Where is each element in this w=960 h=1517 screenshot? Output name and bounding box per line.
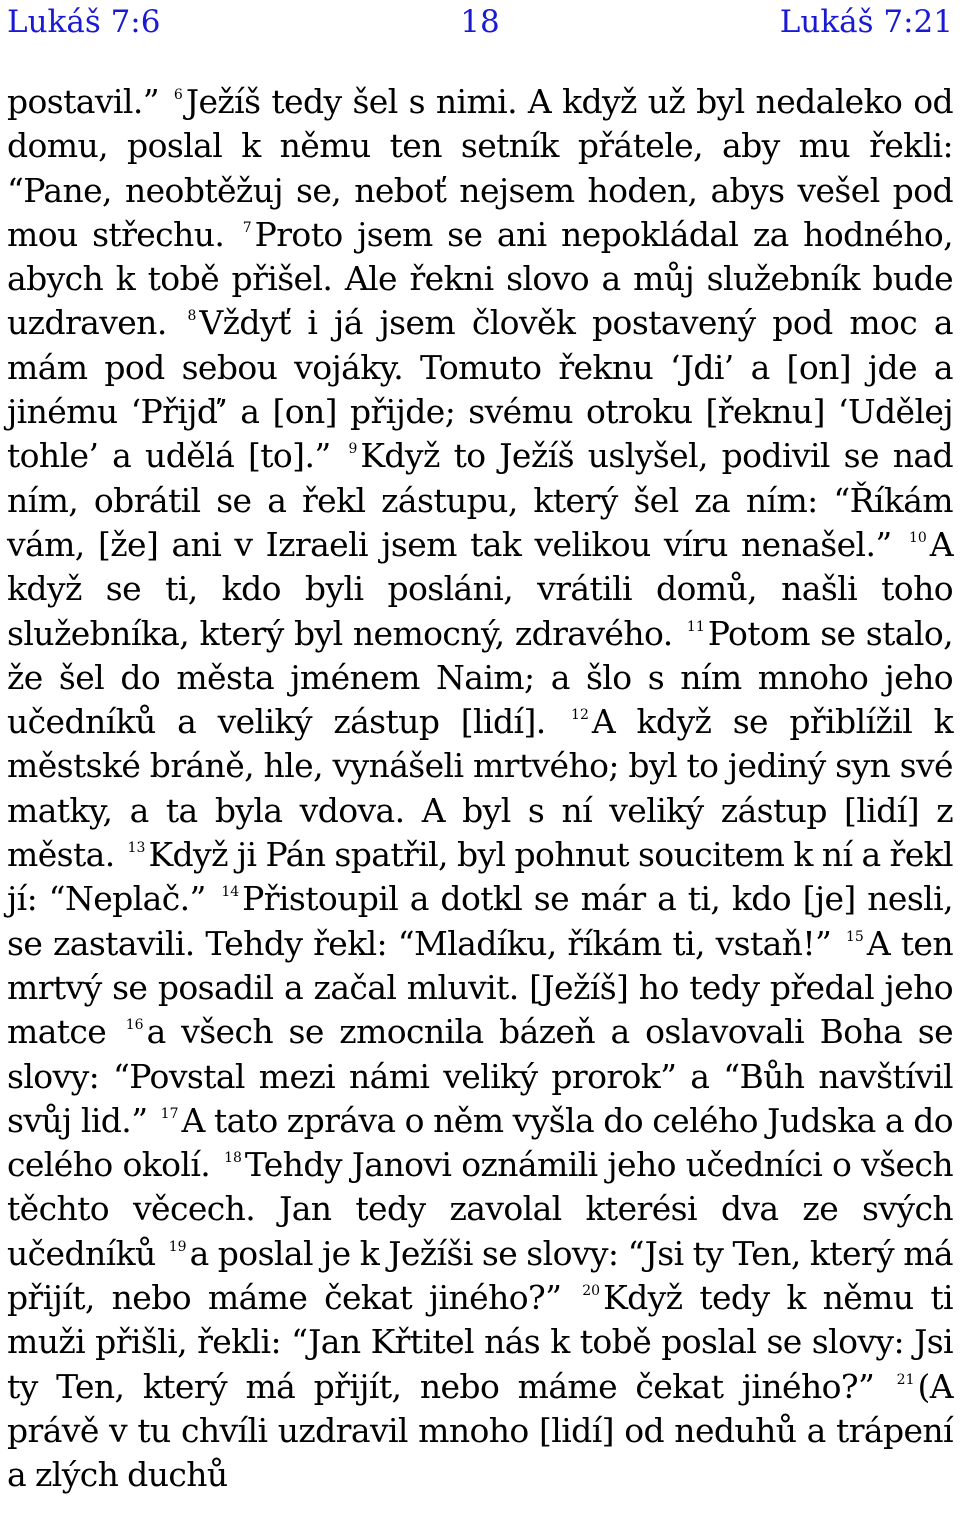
verse-text: A tato zpráva o něm vyšla do celého Judska a do celého okolí. — [7, 1100, 953, 1185]
verse-number: 17 — [160, 1105, 179, 1122]
verse-text: Proto jsem se ani nepokládal za hodného, abych k tobě přišel. Ale řekni slovo a můj služebník bude uzdraven. — [7, 214, 954, 343]
verse-text: a všech se zmocnila bázeň a oslavovali Boha se slovy: “Povstal mezi námi veliký prorok” a “Bůh navštívil svůj lid.” — [7, 1012, 953, 1140]
verse-number: 14 — [221, 884, 240, 901]
verse-text: Tehdy Janovi oznámili jeho učedníci o všech těchto věcech. Jan tedy zavolal kterési dva ze svých učedníků — [7, 1145, 953, 1273]
verse-text: Potom se stalo, že šel do města jménem Naim; a šlo s ním mnoho jeho učedníků a veliký zástup [lidí]. — [7, 613, 953, 742]
verse-text: (A právě v tu chvíli uzdravil mnoho [lidí] od neduhů a trápení a zlých duchů — [7, 1366, 953, 1495]
verse-text: Vždyť i já jsem člověk postavený pod moc a mám pod sebou vojáky. Tomuto řeknu ‘Jdi’ a [on] jde a jinému ‘Přijď’ a [on] přijde; svému otroku [řeknu] ‘Udělej tohle’ a udělá [to].” — [7, 303, 953, 476]
verse-number: 21 — [896, 1371, 915, 1388]
header-right-reference: Lukáš 7:21 — [779, 4, 953, 40]
verse-number: 12 — [571, 707, 589, 724]
verse-text: A když se přiblížil k městské bráně, hle, vynášeli mrtvého; byl to jediný syn své matky, a ta byla vdova. A byl s ní veliký zástup [lidí] z města. — [7, 702, 954, 875]
header-left-reference: Lukáš 7:6 — [7, 4, 161, 40]
verse-number: 18 — [224, 1150, 242, 1167]
verse-number: 19 — [168, 1238, 187, 1255]
verse-number: 15 — [845, 928, 864, 945]
verse-number: 6 — [173, 87, 183, 103]
verse-text: Ježíš tedy šel s nimi. A když už byl nedaleko od domu, poslal k němu ten setník přátele, aby mu řekli: “Pane, neobtěžuj se, neboť nejsem hoden, abys vešel pod mou střechu. — [7, 82, 953, 254]
verse-text: Když to Ježíš uslyšel, podivil se nad ním, obrátil se a řekl zástupu, který šel za ním: “Říkám vám, [že] ani v Izraeli jsem tak velikou víru nenašel.” — [7, 436, 953, 564]
verse-text: a poslal je k Ježíši se slovy: “Jsi ty Ten, který má přijít, nebo máme čekat jiného?” — [7, 1233, 953, 1318]
verse-number: 16 — [125, 1017, 144, 1034]
verse-number: 13 — [127, 840, 146, 857]
verse-number: 10 — [908, 529, 927, 546]
verse-text: Když tedy k němu ti muži přišli, řekli: “Jan Křtitel nás k tobě poslal se slovy: Jsi ty Ten, který má přijít, nebo máme čekat jiného?” — [7, 1278, 953, 1406]
verse-number: 20 — [582, 1283, 601, 1300]
verse-number: 9 — [348, 441, 358, 458]
verse-text: postavil.” — [7, 82, 170, 121]
verse-number: 8 — [187, 308, 197, 325]
body-text — [7, 80, 953, 1498]
page-number: 18 — [460, 4, 500, 40]
verse-text: Když ji Pán spatřil, byl pohnut soucitem k ní a řekl jí: “Neplač.” — [7, 835, 953, 919]
verse-number: 11 — [686, 618, 705, 635]
verse-text: A když se ti, kdo byli posláni, vrátili domů, našli toho služebníka, který byl nemocný, zdravého. — [7, 524, 953, 653]
verse-text: A ten mrtvý se posadil a začal mluvit. [Ježíš] ho tedy předal jeho matce — [7, 923, 953, 1052]
running-header — [7, 0, 953, 44]
verse-text: Přistoupil a dotkl se már a ti, kdo [je] nesli, se zastavili. Tehdy řekl: “Mladíku, říkám ti, vstaň!” — [7, 879, 953, 963]
verse-number: 7 — [242, 219, 252, 236]
